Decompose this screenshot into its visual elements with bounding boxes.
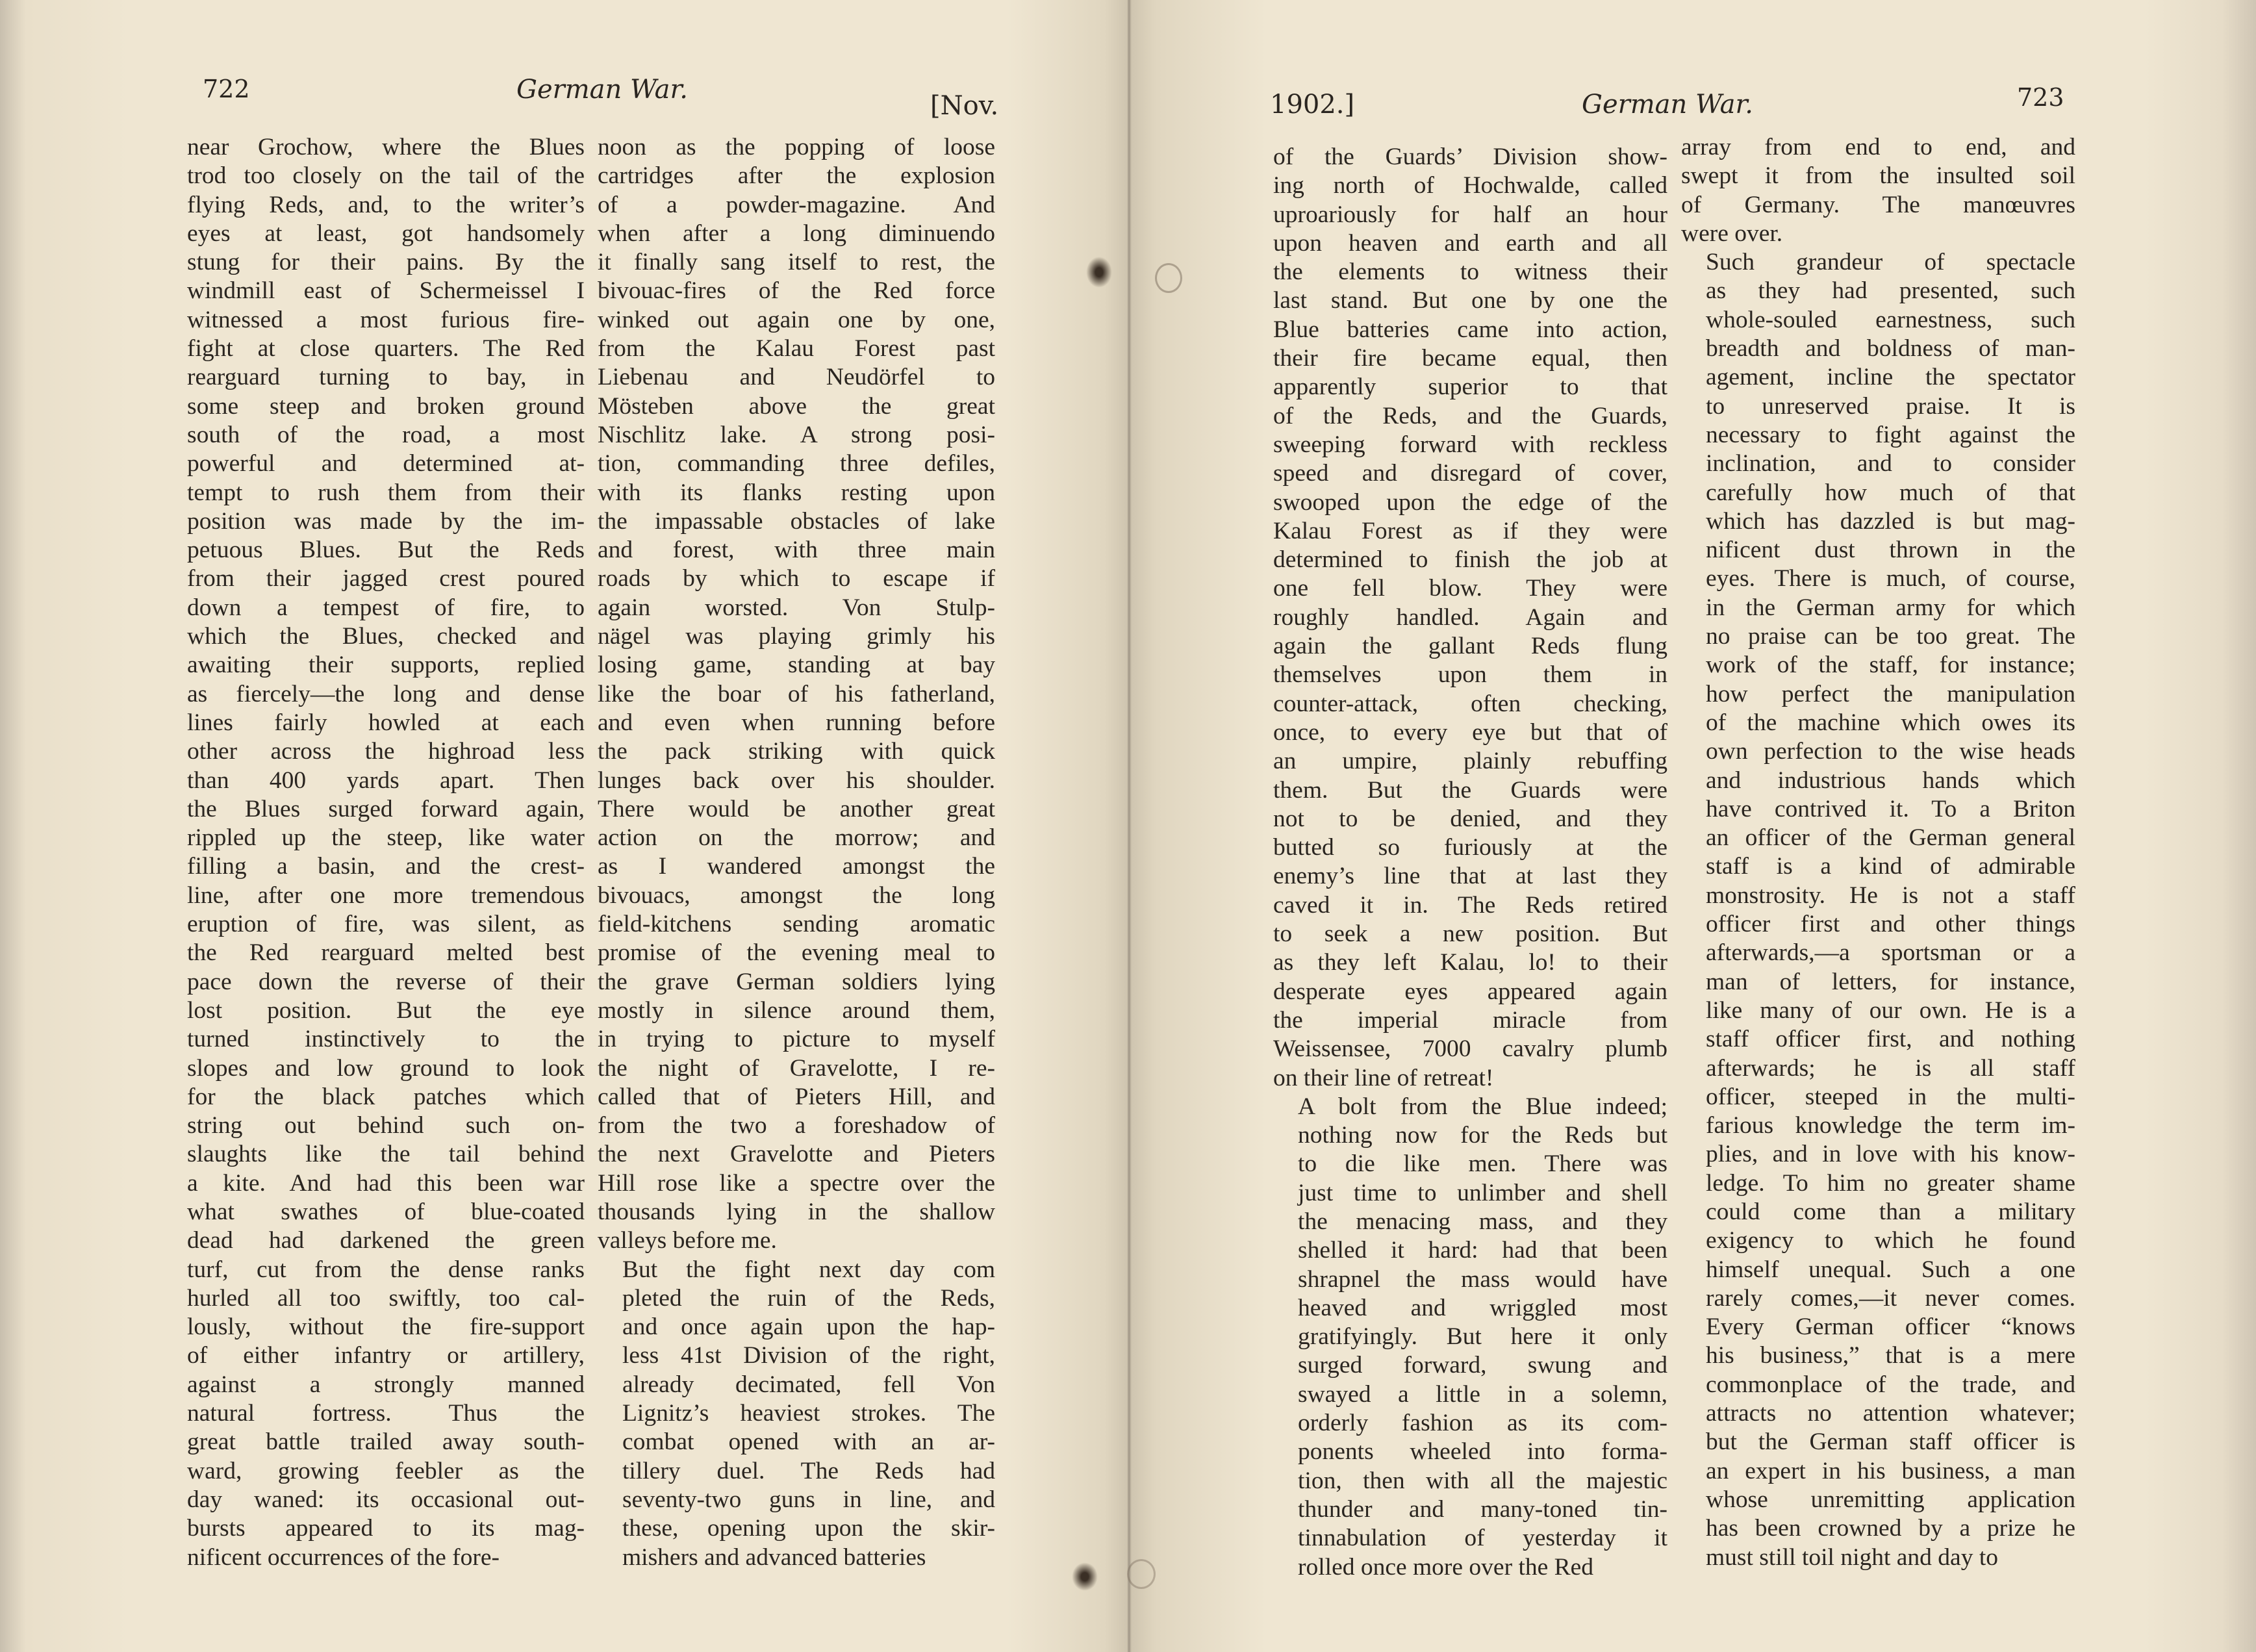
- text-line: not to be denied, and they: [1273, 805, 1667, 832]
- text-line: winked out again one by one,: [598, 306, 995, 333]
- text-line: of Germany. The manœuvres: [1681, 191, 2075, 218]
- text-line: exigency to which he found: [1706, 1227, 2075, 1254]
- text-line: ponents wheeled into forma-: [1298, 1438, 1667, 1466]
- text-line: from the two a foreshadow of: [598, 1112, 995, 1139]
- text-line: fight at close quarters. The Red: [187, 335, 585, 362]
- text-line: the pack striking with quick: [598, 738, 995, 765]
- text-line: bivouacs, amongst the long: [598, 882, 995, 909]
- text-line: trod too closely on the tail of the: [187, 162, 585, 190]
- text-line: which the Blues, checked and: [187, 623, 585, 650]
- text-line: nificent occurrences of the fore-: [187, 1544, 500, 1571]
- text-line: were over.: [1681, 220, 1783, 247]
- text-line: nificent dust thrown in the: [1706, 537, 2075, 564]
- text-line: swayed a little in a solemn,: [1298, 1380, 1667, 1408]
- text-line: their fire became equal, then: [1273, 345, 1667, 372]
- text-line: butted so furiously at the: [1273, 834, 1667, 861]
- text-line: Liebenau and Neudörfel to: [598, 364, 995, 391]
- text-line: man of letters, for instance,: [1706, 968, 2075, 995]
- text-line: his business,” that is a mere: [1706, 1342, 2075, 1369]
- text-line: than 400 yards apart. Then: [187, 767, 585, 794]
- text-line: eyes at least, got handsomely: [187, 220, 585, 247]
- text-line: lost position. But the eye: [187, 997, 585, 1024]
- text-line: Weissensee, 7000 cavalry plumb: [1273, 1036, 1667, 1063]
- text-line: natural fortress. Thus the: [187, 1400, 585, 1427]
- text-line: rippled up the steep, like water: [187, 824, 585, 852]
- text-line: other across the highroad less: [187, 738, 585, 765]
- text-line: swooped upon the edge of the: [1273, 489, 1667, 516]
- text-line: a kite. And had this been war: [187, 1169, 585, 1197]
- text-line: to seek a new position. But: [1273, 921, 1667, 948]
- text-line: from their jagged crest poured: [187, 565, 585, 592]
- text-line: slopes and low ground to look: [187, 1054, 585, 1082]
- text-line: Nischlitz lake. A strong posi-: [598, 421, 995, 448]
- text-line: the impassable obstacles of lake: [598, 507, 995, 535]
- text-line: rolled once more over the Red: [1298, 1553, 1594, 1581]
- text-line: near Grochow, where the Blues: [187, 134, 585, 160]
- text-line: desperate eyes appeared again: [1273, 978, 1667, 1005]
- text-line: bivouac-fires of the Red force: [598, 277, 995, 305]
- text-line: thousands lying in the shallow: [598, 1198, 995, 1225]
- text-line: Kalau Forest as if they were: [1273, 517, 1667, 544]
- text-line: of either infantry or artillery,: [187, 1342, 585, 1369]
- paragraph: [1273, 1093, 1667, 1582]
- text-line: seventy-two guns in line, and: [622, 1486, 995, 1513]
- text-line: position was made by the im-: [187, 507, 585, 535]
- text-line: orderly fashion as its com-: [1298, 1410, 1667, 1437]
- text-line: to unreserved praise. It is: [1706, 392, 2075, 420]
- paragraph: [1681, 248, 2075, 1572]
- text-line: A bolt from the Blue indeed;: [1298, 1093, 1667, 1120]
- text-line: officer, steeped in the multi-: [1706, 1083, 2075, 1110]
- text-line: speed and disregard of cover,: [1273, 460, 1667, 487]
- text-line: bursts appeared to its mag-: [187, 1515, 585, 1542]
- text-line: and industrious hands which: [1706, 767, 2075, 794]
- paper-mark: [1127, 1559, 1156, 1589]
- text-line: roads by which to escape if: [598, 565, 995, 592]
- text-line: must still toil night and day to: [1706, 1544, 1998, 1571]
- text-line: to die like men. There was: [1298, 1150, 1667, 1178]
- text-line: mostly in silence around them,: [598, 997, 995, 1024]
- text-line: and forest, with three main: [598, 537, 995, 564]
- text-line: tillery duel. The Reds had: [622, 1457, 995, 1484]
- text-line: like many of our own. He is a: [1706, 997, 2075, 1024]
- text-line: with its flanks resting upon: [598, 479, 995, 506]
- paragraph: [1273, 143, 1667, 1093]
- text-line: pace down the reverse of their: [187, 968, 585, 995]
- text-line: promise of the evening meal to: [598, 939, 995, 967]
- text-line: agement, incline the spectator: [1706, 364, 2075, 391]
- text-line: array from end to end, and: [1681, 134, 2075, 160]
- text-line: Lignitz’s heaviest strokes. The: [622, 1400, 995, 1427]
- text-line: caved it in. The Reds retired: [1273, 891, 1667, 919]
- text-line: apparently superior to that: [1273, 374, 1667, 401]
- paragraph: [598, 1256, 995, 1572]
- text-line: these, opening upon the skir-: [622, 1515, 995, 1542]
- text-line: ing north of Hochwalde, called: [1273, 172, 1667, 199]
- text-line: whose unremitting application: [1706, 1486, 2075, 1513]
- text-line: nothing now for the Reds but: [1298, 1122, 1667, 1149]
- text-line: stung for their pains. By the: [187, 249, 585, 276]
- text-line: no praise can be too great. The: [1706, 623, 2075, 650]
- text-line: combat opened with an ar-: [622, 1429, 995, 1456]
- text-line: some steep and broken ground: [187, 392, 585, 420]
- text-line: lines fairly howled at each: [187, 709, 585, 736]
- text-line: awaiting their supports, replied: [187, 652, 585, 679]
- text-line: whole-souled earnestness, such: [1706, 306, 2075, 333]
- text-line: work of the staff, for instance;: [1706, 652, 2075, 679]
- text-line: the Blues surged forward again,: [187, 795, 585, 822]
- text-line: shelled it hard: had that been: [1298, 1237, 1667, 1264]
- text-line: less 41st Division of the right,: [622, 1342, 995, 1369]
- text-line: himself unequal. Such a one: [1706, 1256, 2075, 1283]
- text-line: uproariously for half an hour: [1273, 201, 1667, 228]
- text-line: valleys before me.: [598, 1227, 777, 1254]
- text-line: an officer of the German general: [1706, 824, 2075, 852]
- text-line: shrapnel the mass would have: [1298, 1265, 1667, 1293]
- text-line: the night of Gravelotte, I re-: [598, 1054, 995, 1082]
- text-line: Every German officer “knows: [1706, 1314, 2075, 1341]
- text-line: them. But the Guards were: [1273, 776, 1667, 804]
- text-line: nägel was playing grimly his: [598, 623, 995, 650]
- text-column: [1681, 133, 2075, 1572]
- text-line: of a powder-magazine. And: [598, 191, 995, 218]
- paragraph: [598, 133, 995, 1256]
- text-line: filling a basin, and the crest-: [187, 853, 585, 880]
- text-line: petuous Blues. But the Reds: [187, 537, 585, 564]
- text-line: turf, cut from the dense ranks: [187, 1256, 585, 1283]
- text-line: thunder and many-toned tin-: [1298, 1495, 1667, 1523]
- text-line: monstrosity. He is not a staff: [1706, 882, 2075, 909]
- text-line: dead had darkened the green: [187, 1227, 585, 1254]
- text-line: has been crowned by a prize he: [1706, 1515, 2075, 1542]
- text-line: surged forward, swung and: [1298, 1352, 1667, 1379]
- text-column: [187, 133, 585, 1572]
- text-line: enemy’s line that at last they: [1273, 863, 1667, 890]
- text-line: tinnabulation of yesterday it: [1298, 1525, 1667, 1552]
- paragraph: [187, 133, 585, 1572]
- text-line: pleted the ruin of the Reds,: [622, 1284, 995, 1312]
- text-line: But the fight next day com: [622, 1256, 995, 1283]
- text-line: powerful and determined at-: [187, 450, 585, 477]
- text-line: down a tempest of fire, to: [187, 594, 585, 621]
- text-line: on their line of retreat!: [1273, 1064, 1494, 1091]
- ink-smudge: [1086, 257, 1112, 288]
- text-line: rearguard turning to bay, in: [187, 364, 585, 391]
- text-line: what swathes of blue-coated: [187, 1198, 585, 1225]
- text-line: of the Reds, and the Guards,: [1273, 402, 1667, 429]
- paper-mark: [1155, 263, 1182, 293]
- text-line: again worsted. Von Stulp-: [598, 594, 995, 621]
- text-line: heaved and wriggled most: [1298, 1294, 1667, 1321]
- text-line: losing game, standing at bay: [598, 652, 995, 679]
- text-line: like the boar of his fatherland,: [598, 680, 995, 707]
- text-line: tion, then with all the majestic: [1298, 1467, 1667, 1494]
- text-line: breadth and boldness of man-: [1706, 335, 2075, 362]
- text-line: plies, and in love with his know-: [1706, 1141, 2075, 1168]
- right-page: [1130, 0, 2256, 1652]
- text-line: mishers and advanced batteries: [622, 1544, 926, 1571]
- text-line: as they left Kalau, lo! to their: [1273, 949, 1667, 976]
- text-line: hurled all too swiftly, too cal-: [187, 1284, 585, 1312]
- text-line: commonplace of the trade, and: [1706, 1371, 2075, 1398]
- text-line: themselves upon them in: [1273, 661, 1667, 689]
- text-line: which has dazzled is but mag-: [1706, 507, 2075, 535]
- text-line: turned instinctively to the: [187, 1026, 585, 1053]
- ink-smudge: [1072, 1562, 1098, 1591]
- text-line: string out behind such on-: [187, 1112, 585, 1139]
- text-line: slaughts like the tail behind: [187, 1141, 585, 1168]
- text-line: There would be another great: [598, 795, 995, 822]
- text-line: for the black patches which: [187, 1083, 585, 1110]
- running-title: German War.: [516, 75, 688, 105]
- text-line: witnessed a most furious fire-: [187, 306, 585, 333]
- text-line: line, after one more tremendous: [187, 882, 585, 909]
- text-line: in trying to picture to myself: [598, 1026, 995, 1053]
- page-number: 723: [2017, 83, 2064, 112]
- text-line: determined to finish the job at: [1273, 546, 1667, 574]
- text-line: flying Reds, and, to the writer’s: [187, 191, 585, 218]
- text-line: again the gallant Reds flung: [1273, 633, 1667, 660]
- page-number: 722: [203, 75, 250, 103]
- text-line: and once again upon the hap-: [622, 1314, 995, 1341]
- text-line: afterwards,—a sportsman or a: [1706, 939, 2075, 967]
- text-line: great battle trailed away south-: [187, 1429, 585, 1456]
- text-line: gratifyingly. But here it only: [1298, 1323, 1667, 1351]
- text-line: eyes. There is much, of course,: [1706, 565, 2075, 592]
- text-line: own perfection to the wise heads: [1706, 738, 2075, 765]
- text-line: Mösteben above the great: [598, 392, 995, 420]
- text-line: tempt to rush them from their: [187, 479, 585, 506]
- text-line: and even when running before: [598, 709, 995, 736]
- text-line: afterwards; he is all staff: [1706, 1054, 2075, 1082]
- text-line: staff is a kind of admirable: [1706, 853, 2075, 880]
- text-line: lunges back over his shoulder.: [598, 767, 995, 794]
- date-label: 1902.]: [1270, 90, 1355, 120]
- text-line: necessary to fight against the: [1706, 421, 2075, 448]
- text-line: roughly handled. Again and: [1273, 604, 1667, 631]
- text-line: the next Gravelotte and Pieters: [598, 1141, 995, 1168]
- text-line: in the German army for which: [1706, 594, 2075, 621]
- text-line: action on the morrow; and: [598, 824, 995, 852]
- text-line: ward, growing feebler as the: [187, 1457, 585, 1484]
- text-line: once, to every eye but that of: [1273, 718, 1667, 746]
- text-line: one fell blow. They were: [1273, 575, 1667, 602]
- text-line: Such grandeur of spectacle: [1706, 249, 2075, 276]
- text-line: last stand. But one by one the: [1273, 287, 1667, 314]
- text-line: carefully how much of that: [1706, 479, 2075, 506]
- text-line: of the machine which owes its: [1706, 709, 2075, 736]
- text-line: field-kitchens sending aromatic: [598, 911, 995, 938]
- text-line: have contrived it. To a Briton: [1706, 795, 2075, 822]
- text-line: as they had presented, such: [1706, 277, 2075, 305]
- text-line: already decimated, fell Von: [622, 1371, 995, 1398]
- text-line: Hill rose like a spectre over the: [598, 1169, 995, 1197]
- text-line: could come than a military: [1706, 1198, 2075, 1225]
- text-line: called that of Pieters Hill, and: [598, 1083, 995, 1110]
- paragraph: [1681, 133, 2075, 248]
- text-line: the menacing mass, and they: [1298, 1208, 1667, 1235]
- text-line: from the Kalau Forest past: [598, 335, 995, 362]
- text-line: windmill east of Schermeissel I: [187, 277, 585, 305]
- text-column: [1273, 143, 1667, 1582]
- text-line: as fiercely—the long and dense: [187, 680, 585, 707]
- text-column: [598, 133, 995, 1572]
- running-title: German War.: [1582, 90, 1753, 120]
- text-line: upon heaven and earth and all: [1273, 229, 1667, 257]
- text-line: counter-attack, often checking,: [1273, 690, 1667, 717]
- text-line: as I wandered amongst the: [598, 853, 995, 880]
- text-line: against a strongly manned: [187, 1371, 585, 1398]
- text-line: farious knowledge the term im-: [1706, 1112, 2075, 1139]
- text-line: noon as the popping of loose: [598, 134, 995, 160]
- text-line: an expert in his business, a man: [1706, 1457, 2075, 1484]
- text-line: Blue batteries came into action,: [1273, 316, 1667, 343]
- text-line: the Red rearguard melted best: [187, 939, 585, 967]
- text-line: but the German staff officer is: [1706, 1429, 2075, 1456]
- text-line: just time to unlimber and shell: [1298, 1179, 1667, 1206]
- text-line: ledge. To him no greater shame: [1706, 1169, 2075, 1197]
- text-line: when after a long diminuendo: [598, 220, 995, 247]
- text-line: attracts no attention whatever;: [1706, 1400, 2075, 1427]
- text-line: it finally sang itself to rest, the: [598, 249, 995, 276]
- text-line: of the Guards’ Division show-: [1273, 144, 1667, 170]
- text-line: staff officer first, and nothing: [1706, 1026, 2075, 1053]
- text-line: eruption of fire, was silent, as: [187, 911, 585, 938]
- text-line: the elements to witness their: [1273, 259, 1667, 286]
- text-line: swept it from the insulted soil: [1681, 162, 2075, 190]
- date-label: [Nov.: [930, 91, 999, 121]
- left-page: [0, 0, 1127, 1652]
- text-line: an umpire, plainly rebuffing: [1273, 748, 1667, 775]
- text-line: inclination, and to consider: [1706, 450, 2075, 477]
- text-line: the grave German soldiers lying: [598, 968, 995, 995]
- text-line: cartridges after the explosion: [598, 162, 995, 190]
- text-line: sweeping forward with reckless: [1273, 431, 1667, 458]
- text-line: how perfect the manipulation: [1706, 680, 2075, 707]
- text-line: the imperial miracle from: [1273, 1006, 1667, 1034]
- text-line: tion, commanding three defiles,: [598, 450, 995, 477]
- text-line: officer first and other things: [1706, 911, 2075, 938]
- text-line: rarely comes,—it never comes.: [1706, 1284, 2075, 1312]
- text-line: south of the road, a most: [187, 421, 585, 448]
- text-line: day waned: its occasional out-: [187, 1486, 585, 1513]
- text-line: lously, without the fire-support: [187, 1314, 585, 1341]
